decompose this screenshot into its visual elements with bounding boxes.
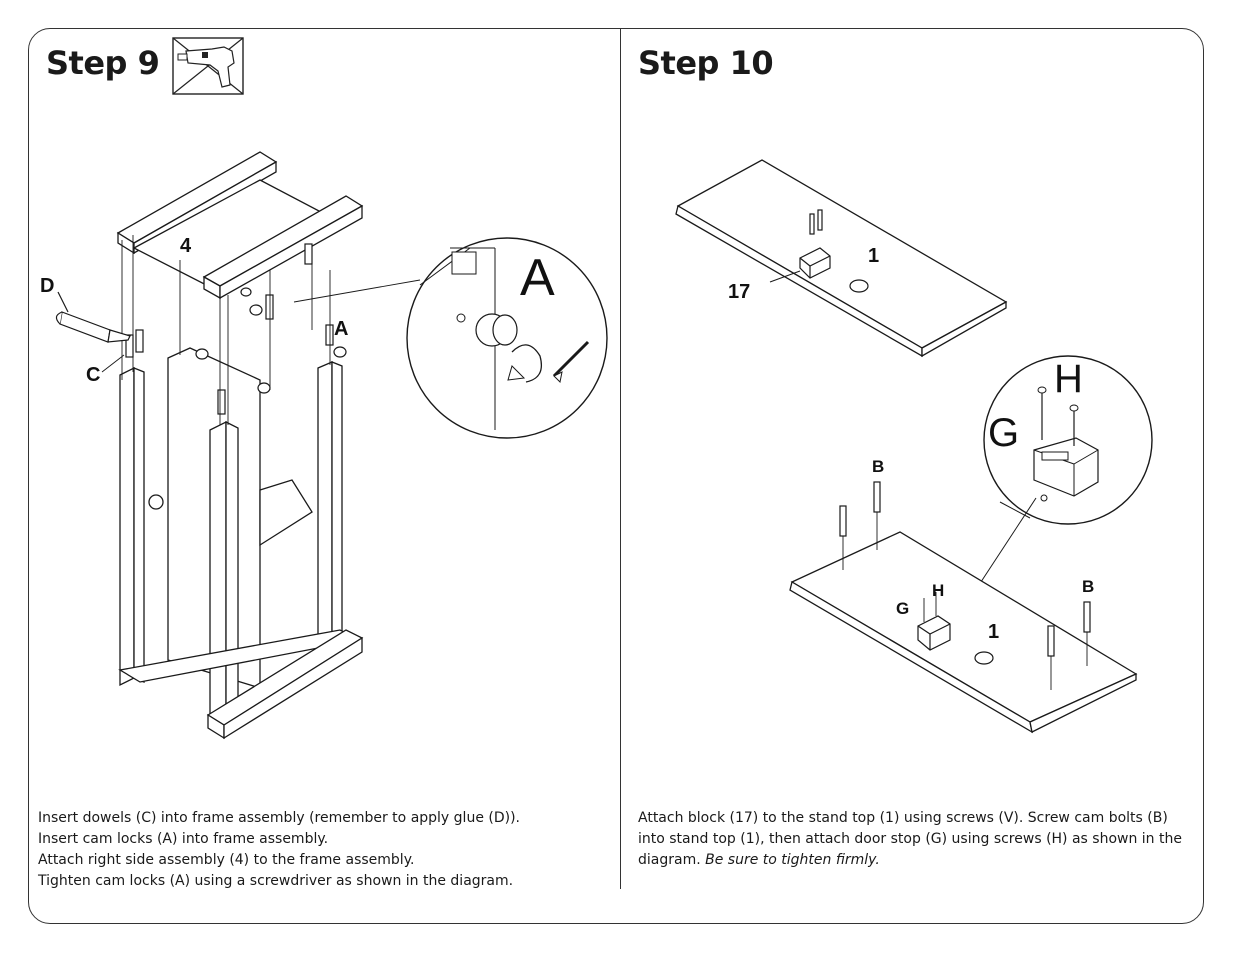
cam-bolt xyxy=(840,506,846,536)
label-screw-h: H xyxy=(932,581,945,600)
arrow-mark xyxy=(975,652,993,664)
zoom-label-a: A xyxy=(520,249,555,307)
zoom-label-g: G xyxy=(988,411,1020,455)
label-bottom-part-1: 1 xyxy=(988,621,1000,643)
hole xyxy=(149,495,163,509)
step10-title: Step 10 xyxy=(638,44,774,82)
step9-instructions xyxy=(38,808,608,892)
label-bolt-b-left: B xyxy=(872,457,885,476)
label-stop-g: G xyxy=(896,599,910,618)
step10-instruction-main: Attach block (17) to the stand top (1) using screws (V). Screw cam bolts (B) into stand top (1), then attach door stop (G) using screws (H) as shown in the diagram. xyxy=(638,810,1182,868)
arrow-mark xyxy=(850,280,868,292)
glue-bottle-icon xyxy=(56,292,130,342)
cam-lock xyxy=(196,349,208,359)
step9-line-1: Insert dowels (C) into frame assembly (remember to apply glue (D)). xyxy=(38,810,520,826)
step9-line-2: Insert cam locks (A) into frame assembly. xyxy=(38,831,329,847)
step10-diagram xyxy=(660,150,1200,740)
label-top-part-1: 1 xyxy=(868,245,880,267)
drill-prohibited-icon xyxy=(172,37,244,95)
step9-line-4: Tighten cam locks (A) using a screwdriver as shown in the diagram. xyxy=(38,873,514,889)
label-block-17: 17 xyxy=(728,281,751,303)
step10-instructions xyxy=(638,808,1198,871)
step9-title: Step 9 xyxy=(46,44,160,82)
label-part-4: 4 xyxy=(180,235,192,257)
label-dowel-c: C xyxy=(86,364,101,386)
left-panel-edge xyxy=(120,368,134,685)
zoom-label-h: H xyxy=(1054,357,1083,401)
step-divider xyxy=(620,29,621,889)
label-glue-d: D xyxy=(40,275,55,297)
camlock-zoom-circle xyxy=(407,238,607,438)
label-camlock-a: A xyxy=(334,318,349,340)
step9-line-3: Attach right side assembly (4) to the frame assembly. xyxy=(38,852,415,868)
stand-top-board-upper xyxy=(676,160,1006,356)
label-bolt-b-right: B xyxy=(1082,577,1095,596)
middle-shelf xyxy=(260,480,312,545)
zoom-leader xyxy=(294,280,420,302)
step10-instruction-italic: Be sure to tighten firmly. xyxy=(705,852,880,868)
right-panel-edge xyxy=(210,422,226,718)
step9-diagram xyxy=(40,140,620,740)
